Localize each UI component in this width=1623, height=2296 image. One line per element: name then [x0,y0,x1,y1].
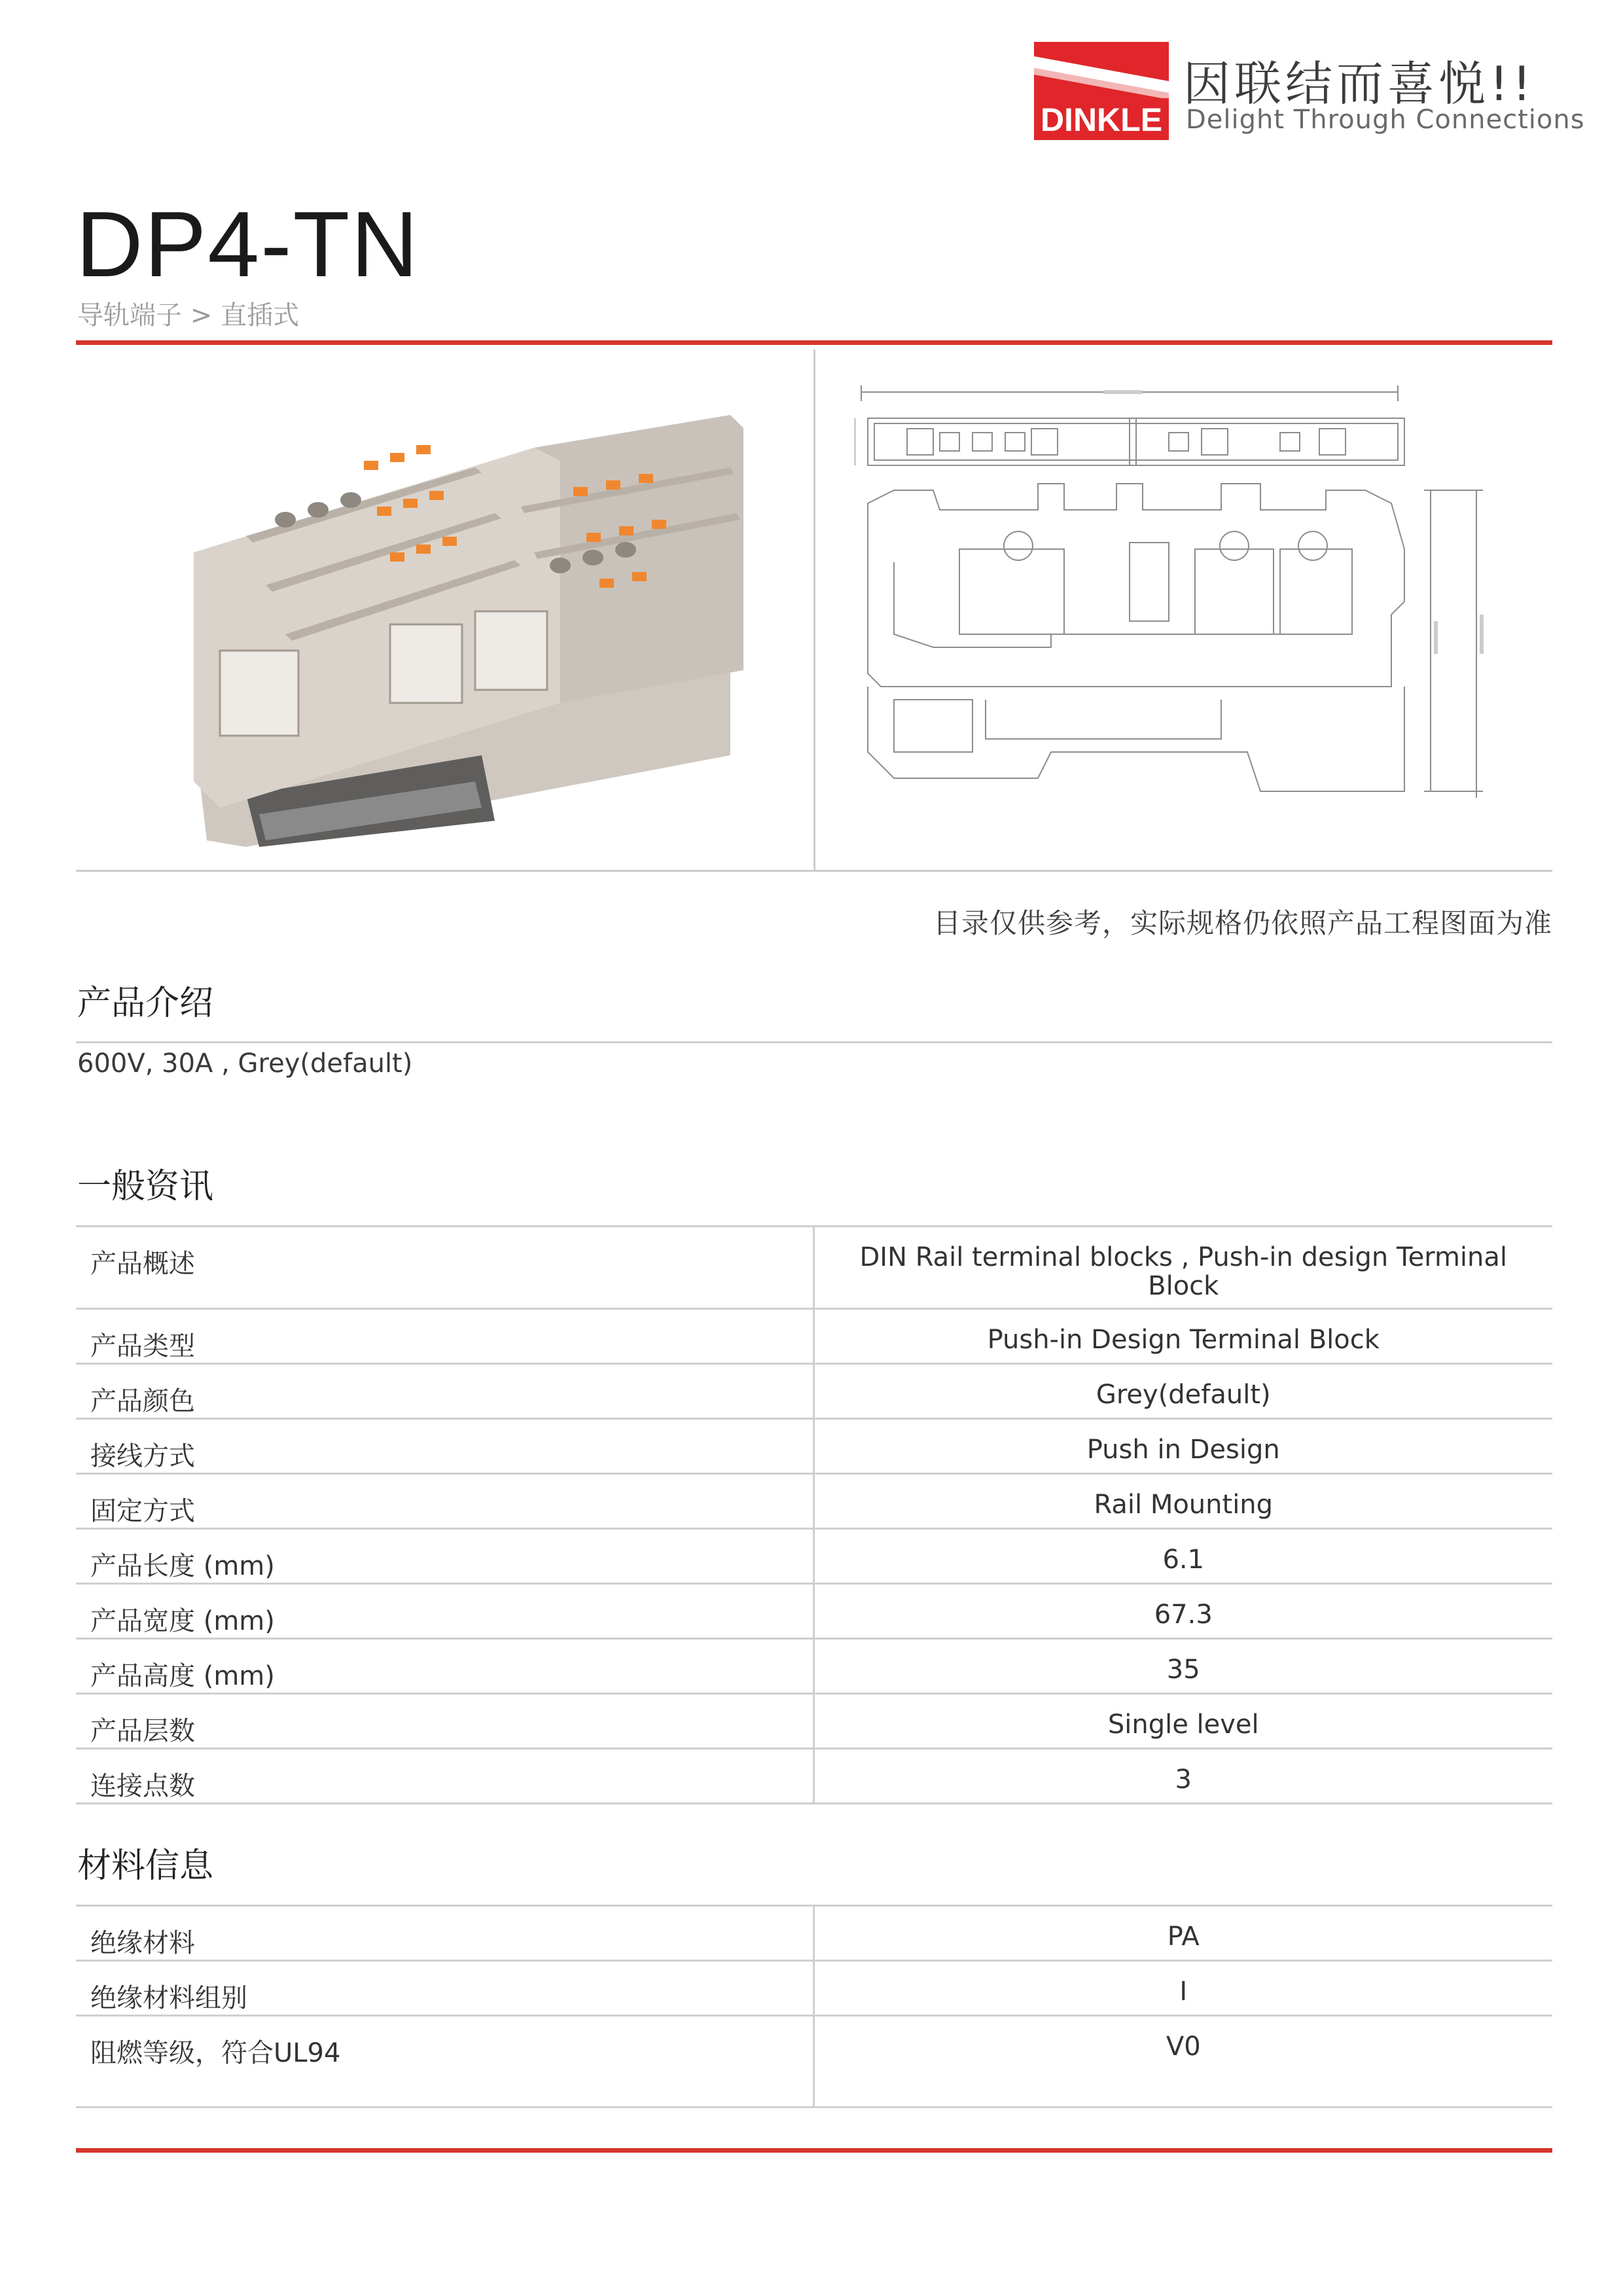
table-row [76,2016,1552,2108]
table-row [76,1906,1552,1961]
brand-slogan-en: Delight Through Connections [1186,105,1585,135]
logo-brand-text: DINKLE [1040,101,1163,138]
row-value: Grey(default) [813,1364,1552,1419]
row-label: 接线方式 [76,1419,813,1474]
table-row [76,1419,1552,1474]
table-row [76,1749,1552,1804]
row-label: 连接点数 [76,1749,813,1804]
row-label: 产品长度 (mm) [76,1529,813,1584]
product-image-panel [76,350,1552,872]
row-value: 35 [813,1639,1552,1694]
row-label: 产品概述 [76,1227,813,1309]
row-label: 产品类型 [76,1309,813,1364]
material-info-table [76,1905,1552,2108]
breadcrumb[interactable]: 导轨端子 > 直插式 [77,300,299,331]
dinkle-logo-mark [1034,42,1169,140]
footer-divider [76,2148,1552,2153]
image-panel-divider [813,350,815,872]
table-row [76,1474,1552,1529]
row-value: Single level [813,1694,1552,1749]
general-info-table [76,1225,1552,1804]
row-value: 6.1 [813,1529,1552,1584]
row-value: I [813,1961,1552,2016]
intro-text: 600V, 30A , Grey(default) [77,1049,413,1079]
section-title-material: 材料信息 [77,1846,214,1886]
row-value: Push-in Design Terminal Block [813,1309,1552,1364]
table-row [76,1309,1552,1364]
row-value: Push in Design [813,1419,1552,1474]
row-value: V0 [813,2016,1552,2108]
row-value: Rail Mounting [813,1474,1552,1529]
header-divider [76,340,1552,345]
row-value: DIN Rail terminal blocks , Push-in design Terminal Block [813,1227,1552,1309]
row-label: 产品高度 (mm) [76,1639,813,1694]
table-row [76,1227,1552,1309]
section-title-general: 一般资讯 [77,1167,214,1206]
brand-logo [1034,41,1585,139]
section-rule-intro [76,1041,1552,1043]
table-row [76,1364,1552,1419]
table-row [76,1694,1552,1749]
row-label: 产品宽度 (mm) [76,1584,813,1639]
row-value: PA [813,1906,1552,1961]
table-row [76,1584,1552,1639]
row-label: 固定方式 [76,1474,813,1529]
brand-slogan-cn: 因联结而喜悦!! [1183,56,1535,111]
section-title-intro: 产品介绍 [77,984,214,1023]
table-row [76,1529,1552,1584]
table-row [76,1961,1552,2016]
product-photo [168,389,743,847]
row-label: 绝缘材料组别 [76,1961,813,2016]
table-row [76,1639,1552,1694]
row-label: 绝缘材料 [76,1906,813,1961]
row-label: 阻燃等级，符合UL94 [76,2016,813,2108]
product-model-title: DP4-TN [76,192,419,296]
row-value: 3 [813,1749,1552,1804]
disclaimer-note: 目录仅供参考，实际规格仍依照产品工程图面为准 [933,907,1552,939]
row-value: 67.3 [813,1584,1552,1639]
technical-drawing [855,386,1522,844]
row-label: 产品层数 [76,1694,813,1749]
row-label: 产品颜色 [76,1364,813,1419]
